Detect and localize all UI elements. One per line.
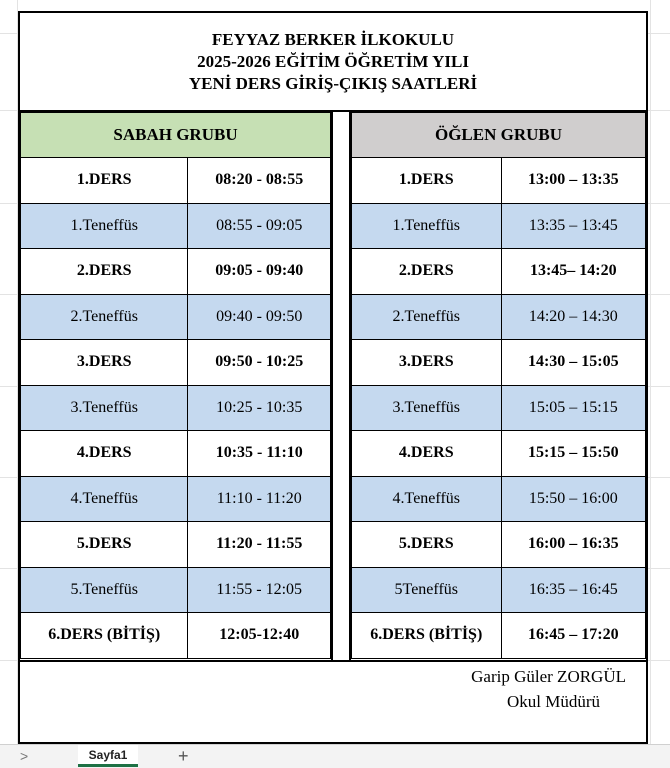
sabah-table (20, 112, 331, 659)
cell-time[interactable]: 09:50 - 10:25 (188, 340, 331, 386)
cell-label[interactable]: 1.DERS (352, 158, 502, 204)
table-row (21, 294, 331, 340)
cell-time[interactable]: 16:45 – 17:20 (501, 613, 645, 659)
table-row (21, 158, 331, 204)
table-row (352, 249, 646, 295)
cell-time[interactable]: 10:35 - 11:10 (188, 431, 331, 477)
table-row (21, 431, 331, 477)
table-row (21, 203, 331, 249)
cell-label[interactable]: 5.DERS (21, 522, 188, 568)
table-row (352, 294, 646, 340)
school-name: FEYYAZ BERKER İLKOKULU (211, 29, 455, 49)
table-row (352, 476, 646, 522)
title-block (20, 13, 646, 112)
cell-time[interactable]: 14:20 – 14:30 (501, 294, 645, 340)
cell-label[interactable]: 1.DERS (21, 158, 188, 204)
cell-time[interactable]: 08:55 - 09:05 (188, 203, 331, 249)
column-gap (331, 112, 351, 660)
cell-label[interactable]: 4.Teneffüs (21, 476, 188, 522)
cell-label[interactable]: 6.DERS (BİTİŞ) (21, 613, 188, 659)
cell-label[interactable]: 6.DERS (BİTİŞ) (352, 613, 502, 659)
table-row (21, 385, 331, 431)
principal-title: Okul Müdürü (506, 692, 600, 711)
table-row (352, 203, 646, 249)
table-row (352, 567, 646, 613)
table-row (352, 613, 646, 659)
schedule-title: YENİ DERS GİRİŞ-ÇIKIŞ SAATLERİ (188, 73, 478, 93)
schedule-sheet (18, 11, 648, 744)
cell-time[interactable]: 16:00 – 16:35 (501, 522, 645, 568)
cell-label[interactable]: 3.Teneffüs (352, 385, 502, 431)
table-row (21, 249, 331, 295)
sabah-header[interactable]: SABAH GRUBU (21, 113, 331, 158)
cell-time[interactable]: 14:30 – 15:05 (501, 340, 645, 386)
cell-label[interactable]: 3.DERS (21, 340, 188, 386)
table-row (352, 522, 646, 568)
table-row (352, 158, 646, 204)
cell-label[interactable]: 2.Teneffüs (21, 294, 188, 340)
cell-time[interactable]: 15:05 – 15:15 (501, 385, 645, 431)
cell-time[interactable]: 12:05-12:40 (188, 613, 331, 659)
cell-label[interactable]: 1.Teneffüs (21, 203, 188, 249)
oglen-header[interactable]: ÖĞLEN GRUBU (352, 113, 646, 158)
cell-time[interactable]: 13:45– 14:20 (501, 249, 645, 295)
grid-line (650, 0, 651, 744)
cell-time[interactable]: 10:25 - 10:35 (188, 385, 331, 431)
table-row (21, 567, 331, 613)
cell-label[interactable]: 5.Teneffüs (21, 567, 188, 613)
table-row (21, 522, 331, 568)
cell-label[interactable]: 2.Teneffüs (352, 294, 502, 340)
cell-time[interactable]: 15:15 – 15:50 (501, 431, 645, 477)
cell-time[interactable]: 09:40 - 09:50 (188, 294, 331, 340)
cell-time[interactable]: 08:20 - 08:55 (188, 158, 331, 204)
signature-block (20, 660, 646, 742)
chevron-right-icon[interactable]: > (20, 748, 29, 764)
table-row (352, 340, 646, 386)
cell-time[interactable]: 11:55 - 12:05 (188, 567, 331, 613)
table-row (21, 340, 331, 386)
sheet-tab-sayfa1[interactable]: Sayfa1 (78, 745, 138, 767)
cell-label[interactable]: 2.DERS (21, 249, 188, 295)
cell-label[interactable]: 4.DERS (352, 431, 502, 477)
cell-label[interactable]: 4.Teneffüs (352, 476, 502, 522)
cell-label[interactable]: 2.DERS (352, 249, 502, 295)
table-row (352, 431, 646, 477)
cell-time[interactable]: 11:20 - 11:55 (188, 522, 331, 568)
cell-label[interactable]: 3.Teneffüs (21, 385, 188, 431)
cell-time[interactable]: 15:50 – 16:00 (501, 476, 645, 522)
cell-label[interactable]: 5Teneffüs (352, 567, 502, 613)
academic-year: 2025-2026 EĞİTİM ÖĞRETİM YILI (197, 51, 469, 71)
table-row (352, 385, 646, 431)
cell-time[interactable]: 09:05 - 09:40 (188, 249, 331, 295)
table-row (21, 476, 331, 522)
cell-time[interactable]: 16:35 – 16:45 (501, 567, 645, 613)
cell-label[interactable]: 3.DERS (352, 340, 502, 386)
plus-icon[interactable]: + (178, 746, 189, 766)
cell-time[interactable]: 13:00 – 13:35 (501, 158, 645, 204)
cell-time[interactable]: 11:10 - 11:20 (188, 476, 331, 522)
cell-label[interactable]: 1.Teneffüs (352, 203, 502, 249)
cell-label[interactable]: 5.DERS (352, 522, 502, 568)
cell-time[interactable]: 13:35 – 13:45 (501, 203, 645, 249)
principal-name: Garip Güler ZORGÜL (471, 667, 626, 686)
oglen-table (351, 112, 646, 659)
cell-label[interactable]: 4.DERS (21, 431, 188, 477)
sheet-tab-bar (0, 744, 670, 768)
table-row (21, 613, 331, 659)
